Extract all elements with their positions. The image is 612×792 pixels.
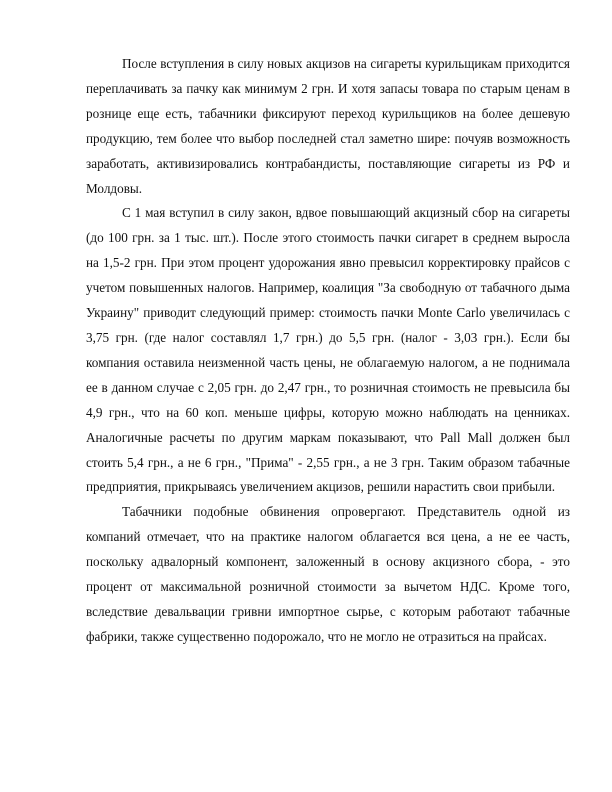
paragraph-2: С 1 мая вступил в силу закон, вдвое повышающий акцизный сбор на сигареты (до 100 грн. за 1 тыс. шт.). После этого стоимость пачки сигарет в среднем выросла на 1,5-2 грн. При этом процент удорожания явно превысил корректировку прайсов с учетом повышенных налогов. Например, коалиция "За свободную от табачного дыма Украину" приводит следующий пример: стоимость пачки Monte Carlo увеличилась с 3,75 грн. (где налог составлял 1,7 грн.) до 5,5 грн. (налог - 3,03 грн.). Если бы компания оставила неизменной часть цены, не облагаемую налогом, а не поднимала ее в данном случае с 2,05 грн. до 2,47 грн., то розничная стоимость не превысила бы 4,9 грн., что на 60 коп. меньше цифры, которую можно наблюдать на ценниках. Аналогичные расчеты по другим маркам показывают, что Pall Mall должен был стоить 5,4 грн., а не 6 грн., "Прима" - 2,55 грн., а не 3 грн. Таким образом табачные предприятия, прикрываясь увеличением акцизов, решили нарастить свои прибыли. — [86, 205, 570, 495]
paragraph-3: Табачники подобные обвинения опровергают. Представитель одной из компаний отмечает, что на практике налогом облагается вся цена, а не ее часть, поскольку адвалорный компонент, заложенный в основу акцизного сбора, - это процент от максимальной розничной стоимости за вычетом НДС. Кроме того, вследствие девальвации гривни импортное сырье, с которым работают табачные фабрики, также существенно подорожало, что не могло не отразиться на прайсах. — [86, 504, 570, 644]
paragraph-1: После вступления в силу новых акцизов на сигареты курильщикам приходится переплачивать за пачку как минимум 2 грн. И хотя запасы товара по старым ценам в рознице еще есть, табачники фиксируют переход курильщиков на более дешевую продукцию, тем более что выбор последней стал заметно шире: почуяв возможность заработать, активизировались контрабандисты, поставляющие сигареты из РФ и Молдовы. — [86, 56, 570, 196]
article-body — [86, 52, 570, 650]
